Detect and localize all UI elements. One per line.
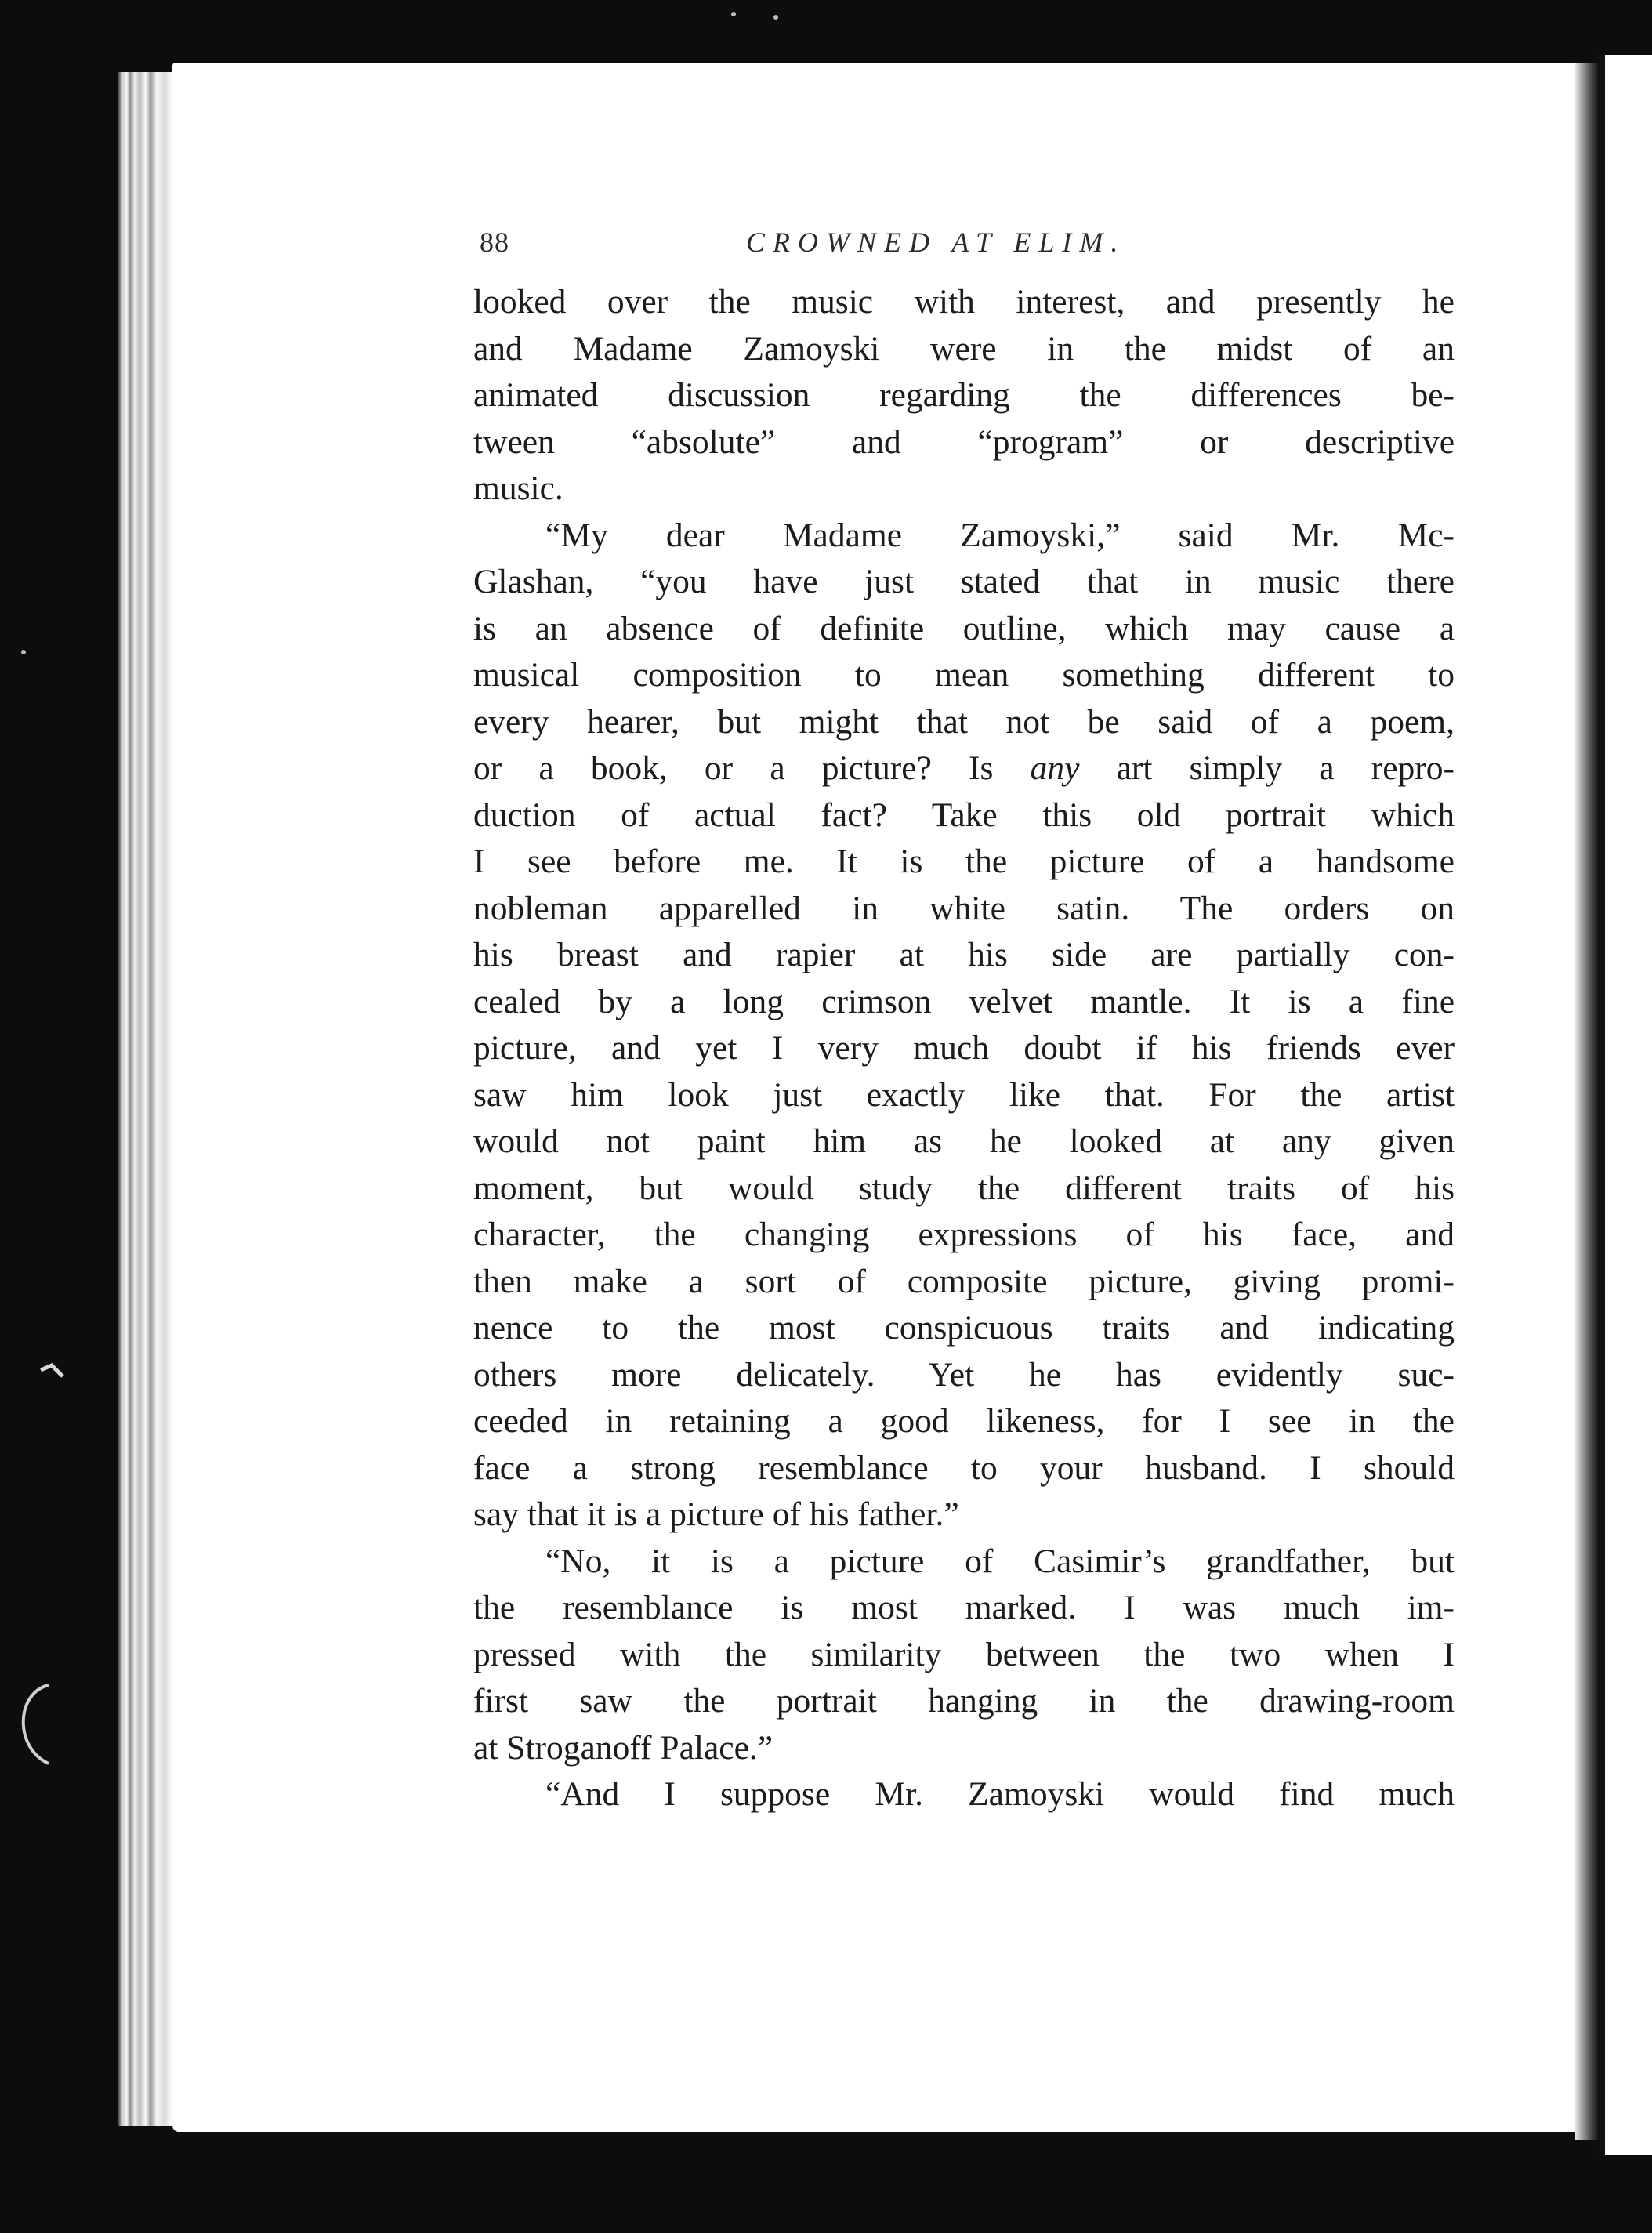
text-line: first saw the portrait hanging in the drawing-room [473, 1682, 1455, 1720]
text-line: pressed with the similarity between the two when I [473, 1635, 1455, 1673]
text-line: ceeded in retaining a good likeness, for I see in the [473, 1402, 1455, 1440]
text-line: character, the changing expressions of his face, and [473, 1216, 1455, 1253]
text-line: moment, but would study the different traits of his [473, 1169, 1455, 1207]
text-line: music. [473, 469, 563, 507]
text-line: is an absence of definite outline, which may cause a [473, 609, 1455, 647]
margin-bracket-mark [24, 1685, 49, 1764]
text-line: others more delicately. Yet he has evidently suc- [473, 1355, 1455, 1394]
running-head [480, 226, 1451, 265]
body-text [473, 279, 1455, 1818]
page-number: 88 [480, 227, 509, 258]
text-line: say that it is a picture of his father.” [473, 1495, 959, 1533]
text-line: tween “absolute” and “program” or descriptive [473, 422, 1455, 461]
text-segment: art simply a repro- [1079, 749, 1455, 787]
text-line: the resemblance is most marked. I was much im- [473, 1589, 1455, 1626]
text-line [473, 745, 1455, 792]
text-line: Glashan, “you have just stated that in music there [473, 563, 1455, 600]
emphasized-word: any [1030, 749, 1080, 787]
text-segment: or a book, or a picture? Is [473, 749, 1031, 787]
text-line: musical composition to mean something different to [473, 656, 1455, 694]
text-line: I see before me. It is the picture of a handsome [473, 843, 1455, 880]
text-line: animated discussion regarding the differences be- [473, 376, 1455, 414]
text-line: face a strong resemblance to your husband. I should [473, 1448, 1455, 1487]
text-line: looked over the music with interest, and presently he [473, 283, 1455, 321]
text-line: duction of actual fact? Take this old portrait which [473, 796, 1455, 834]
text-line: his breast and rapier at his side are partially con- [473, 936, 1455, 973]
dust-speck [773, 15, 778, 20]
running-title: CROWNED AT ELIM. [746, 227, 1126, 258]
dust-speck [731, 12, 736, 16]
text-line: “And I suppose Mr. Zamoyski would find much [545, 1775, 1455, 1813]
text-line: at Stroganoff Palace.” [473, 1728, 773, 1767]
text-line: cealed by a long crimson velvet mantle. It is a fine [473, 982, 1455, 1020]
margin-mark [41, 1365, 63, 1376]
text-line: nobleman apparelled in white satin. The orders on [473, 889, 1455, 927]
text-line: then make a sort of composite picture, giving promi- [473, 1262, 1455, 1300]
text-line: “No, it is a picture of Casimir’s grandfather, but [545, 1542, 1455, 1580]
text-line: saw him look just exactly like that. For the artist [473, 1075, 1455, 1114]
text-line: every hearer, but might that not be said of a poem, [473, 702, 1455, 741]
text-line: and Madame Zamoyski were in the midst of an [473, 329, 1455, 368]
text-line: would not paint him as he looked at any given [473, 1122, 1455, 1160]
text-line: picture, and yet I very much doubt if his friends ever [473, 1029, 1455, 1067]
dust-speck [21, 650, 26, 654]
text-line: nence to the most conspicuous traits and indicating [473, 1309, 1455, 1347]
text-line: “My dear Madame Zamoyski,” said Mr. Mc- [545, 516, 1455, 554]
